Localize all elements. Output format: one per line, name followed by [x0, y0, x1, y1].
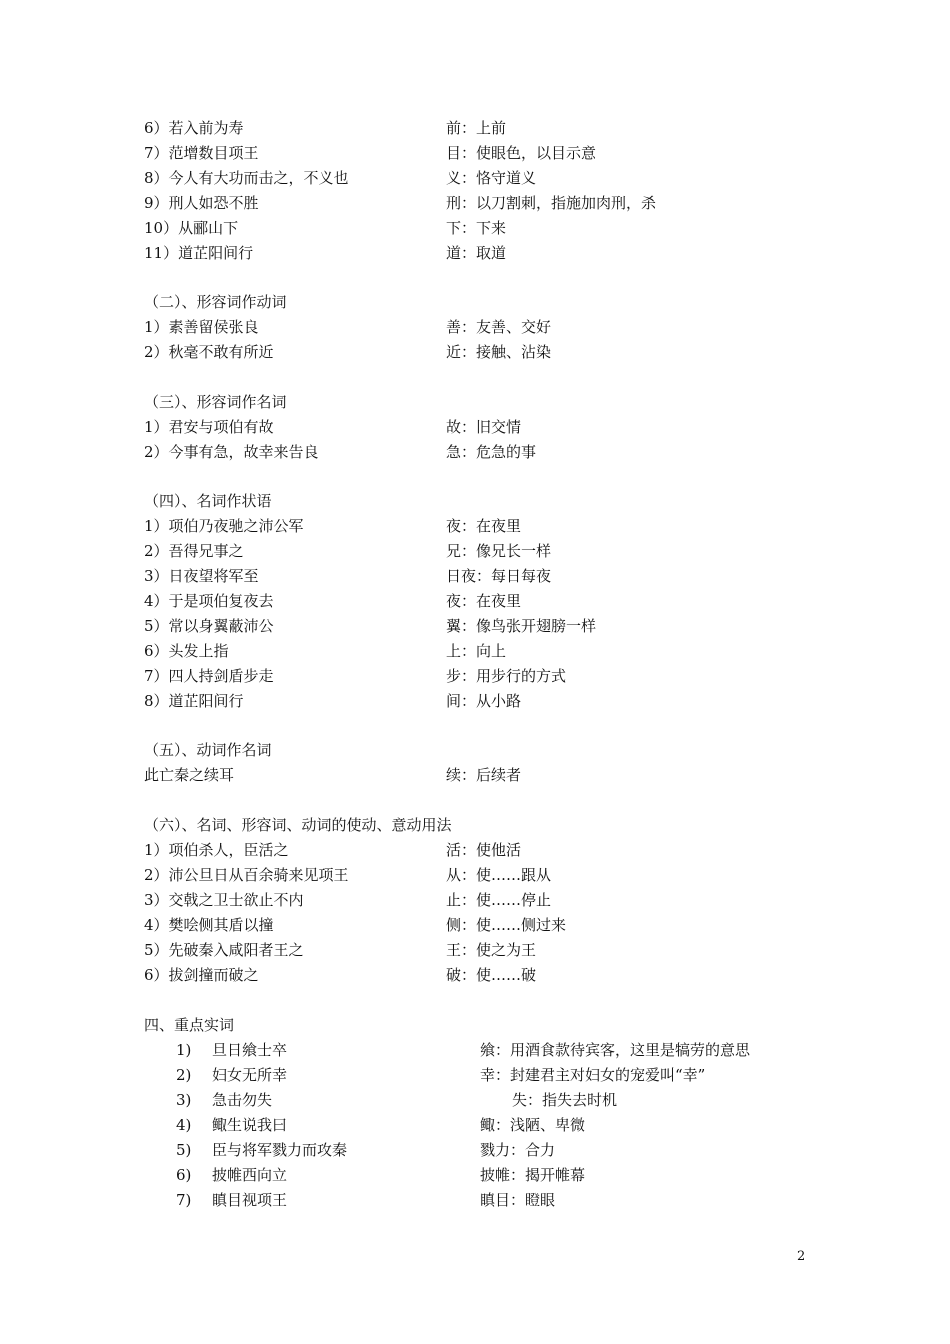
item-text: 1）项伯乃夜驰之沛公军 [144, 517, 304, 535]
item-explanation: 失：指失去时机 [512, 1091, 618, 1109]
item-explanation: 刑：以刀割刺，指施加肉刑，杀 [446, 194, 657, 212]
item-text: 披帷西向立 [212, 1166, 288, 1184]
item-text: 6）拔剑撞而破之 [144, 966, 259, 984]
item-number: 3) [176, 1091, 192, 1109]
item-text: 9）刑人如恐不胜 [144, 194, 259, 212]
section-heading: （六）、名词、形容词、动词的使动、意动用法 [144, 816, 452, 834]
item-text: 6）头发上指 [144, 642, 229, 660]
item-explanation: 飨：用酒食款待宾客，这里是犒劳的意思 [480, 1041, 751, 1059]
item-explanation: 义：恪守道义 [446, 169, 537, 187]
item-text: 6）若入前为寿 [144, 119, 244, 137]
item-explanation: 急：危急的事 [446, 443, 537, 461]
section-heading: （四）、名词作状语 [144, 492, 272, 510]
item-explanation: 上：向上 [446, 642, 507, 660]
item-explanation: 兄：像兄长一样 [446, 542, 552, 560]
item-explanation: 侧：使……侧过来 [446, 916, 567, 934]
item-explanation: 披帷：揭开帷幕 [480, 1166, 586, 1184]
item-number: 2) [176, 1066, 192, 1084]
item-text: 妇女无所幸 [212, 1066, 288, 1084]
item-text: 7）范增数目项王 [144, 144, 259, 162]
item-explanation: 故：旧交情 [446, 418, 522, 436]
item-text: 1）君安与项伯有故 [144, 418, 274, 436]
item-text: 7）四人持剑盾步走 [144, 667, 274, 685]
item-explanation: 目：使眼色，以目示意 [446, 144, 597, 162]
item-text: 急击勿失 [212, 1091, 273, 1109]
item-explanation: 善：友善、交好 [446, 318, 552, 336]
item-text: 2）沛公旦日从百余骑来见项王 [144, 866, 349, 884]
section-heading: （二）、形容词作动词 [144, 293, 287, 311]
item-explanation: 活：使他活 [446, 841, 522, 859]
item-text: 4）于是项伯复夜去 [144, 592, 274, 610]
item-explanation: 从：使……跟从 [446, 866, 552, 884]
page-number: 2 [797, 1249, 806, 1264]
item-text: 5）常以身翼蔽沛公 [144, 617, 274, 635]
item-explanation: 日夜：每日每夜 [446, 567, 552, 585]
item-text: 4）樊哙侧其盾以撞 [144, 916, 274, 934]
item-text: 1）项伯杀人，臣活之 [144, 841, 289, 859]
item-explanation: 步：用步行的方式 [446, 667, 567, 685]
item-explanation: 近：接触、沾染 [446, 343, 552, 361]
item-text: 旦日飨士卒 [212, 1041, 288, 1059]
item-explanation: 戮力：合力 [480, 1141, 556, 1159]
item-text: 8）今人有大功而击之，不义也 [144, 169, 349, 187]
section-heading: （三）、形容词作名词 [144, 393, 287, 411]
item-text: 5）先破秦入咸阳者王之 [144, 941, 304, 959]
item-explanation: 瞋目：瞪眼 [480, 1191, 556, 1209]
item-text: 3）交戟之卫士欲止不内 [144, 891, 304, 909]
item-text: 瞋目视项王 [212, 1191, 288, 1209]
item-text: 11）道芷阳间行 [144, 244, 254, 262]
item-explanation: 间：从小路 [446, 692, 522, 710]
item-text: 10）从郦山下 [144, 219, 239, 237]
item-explanation: 止：使……停止 [446, 891, 552, 909]
item-explanation: 道：取道 [446, 244, 507, 262]
item-text: 2）秋毫不敢有所近 [144, 343, 274, 361]
section-heading: 四、重点实词 [144, 1016, 235, 1034]
item-number: 4) [176, 1116, 192, 1134]
item-text: 鲰生说我曰 [212, 1116, 288, 1134]
item-explanation: 前：上前 [446, 119, 507, 137]
item-number: 7) [176, 1191, 192, 1209]
item-text: 此亡秦之续耳 [144, 766, 235, 784]
item-explanation: 王：使之为王 [446, 941, 537, 959]
item-number: 1) [176, 1041, 192, 1059]
item-text: 3）日夜望将军至 [144, 567, 259, 585]
item-explanation: 鲰：浅陋、卑微 [480, 1116, 586, 1134]
item-explanation: 续：后续者 [446, 766, 522, 784]
item-explanation: 夜：在夜里 [446, 592, 522, 610]
item-explanation: 下：下来 [446, 219, 507, 237]
section-heading: （五）、动词作名词 [144, 741, 272, 759]
item-explanation: 翼：像鸟张开翅膀一样 [446, 617, 597, 635]
item-explanation: 破：使……破 [446, 966, 537, 984]
item-text: 8）道芷阳间行 [144, 692, 244, 710]
item-number: 6) [176, 1166, 192, 1184]
item-text: 2）吾得兄事之 [144, 542, 244, 560]
item-text: 2）今事有急，故幸来告良 [144, 443, 319, 461]
item-text: 臣与将军戮力而攻秦 [212, 1141, 348, 1159]
item-explanation: 夜：在夜里 [446, 517, 522, 535]
item-explanation: 幸：封建君主对妇女的宠爱叫“幸” [480, 1066, 706, 1084]
item-text: 1）素善留侯张良 [144, 318, 259, 336]
item-number: 5) [176, 1141, 192, 1159]
